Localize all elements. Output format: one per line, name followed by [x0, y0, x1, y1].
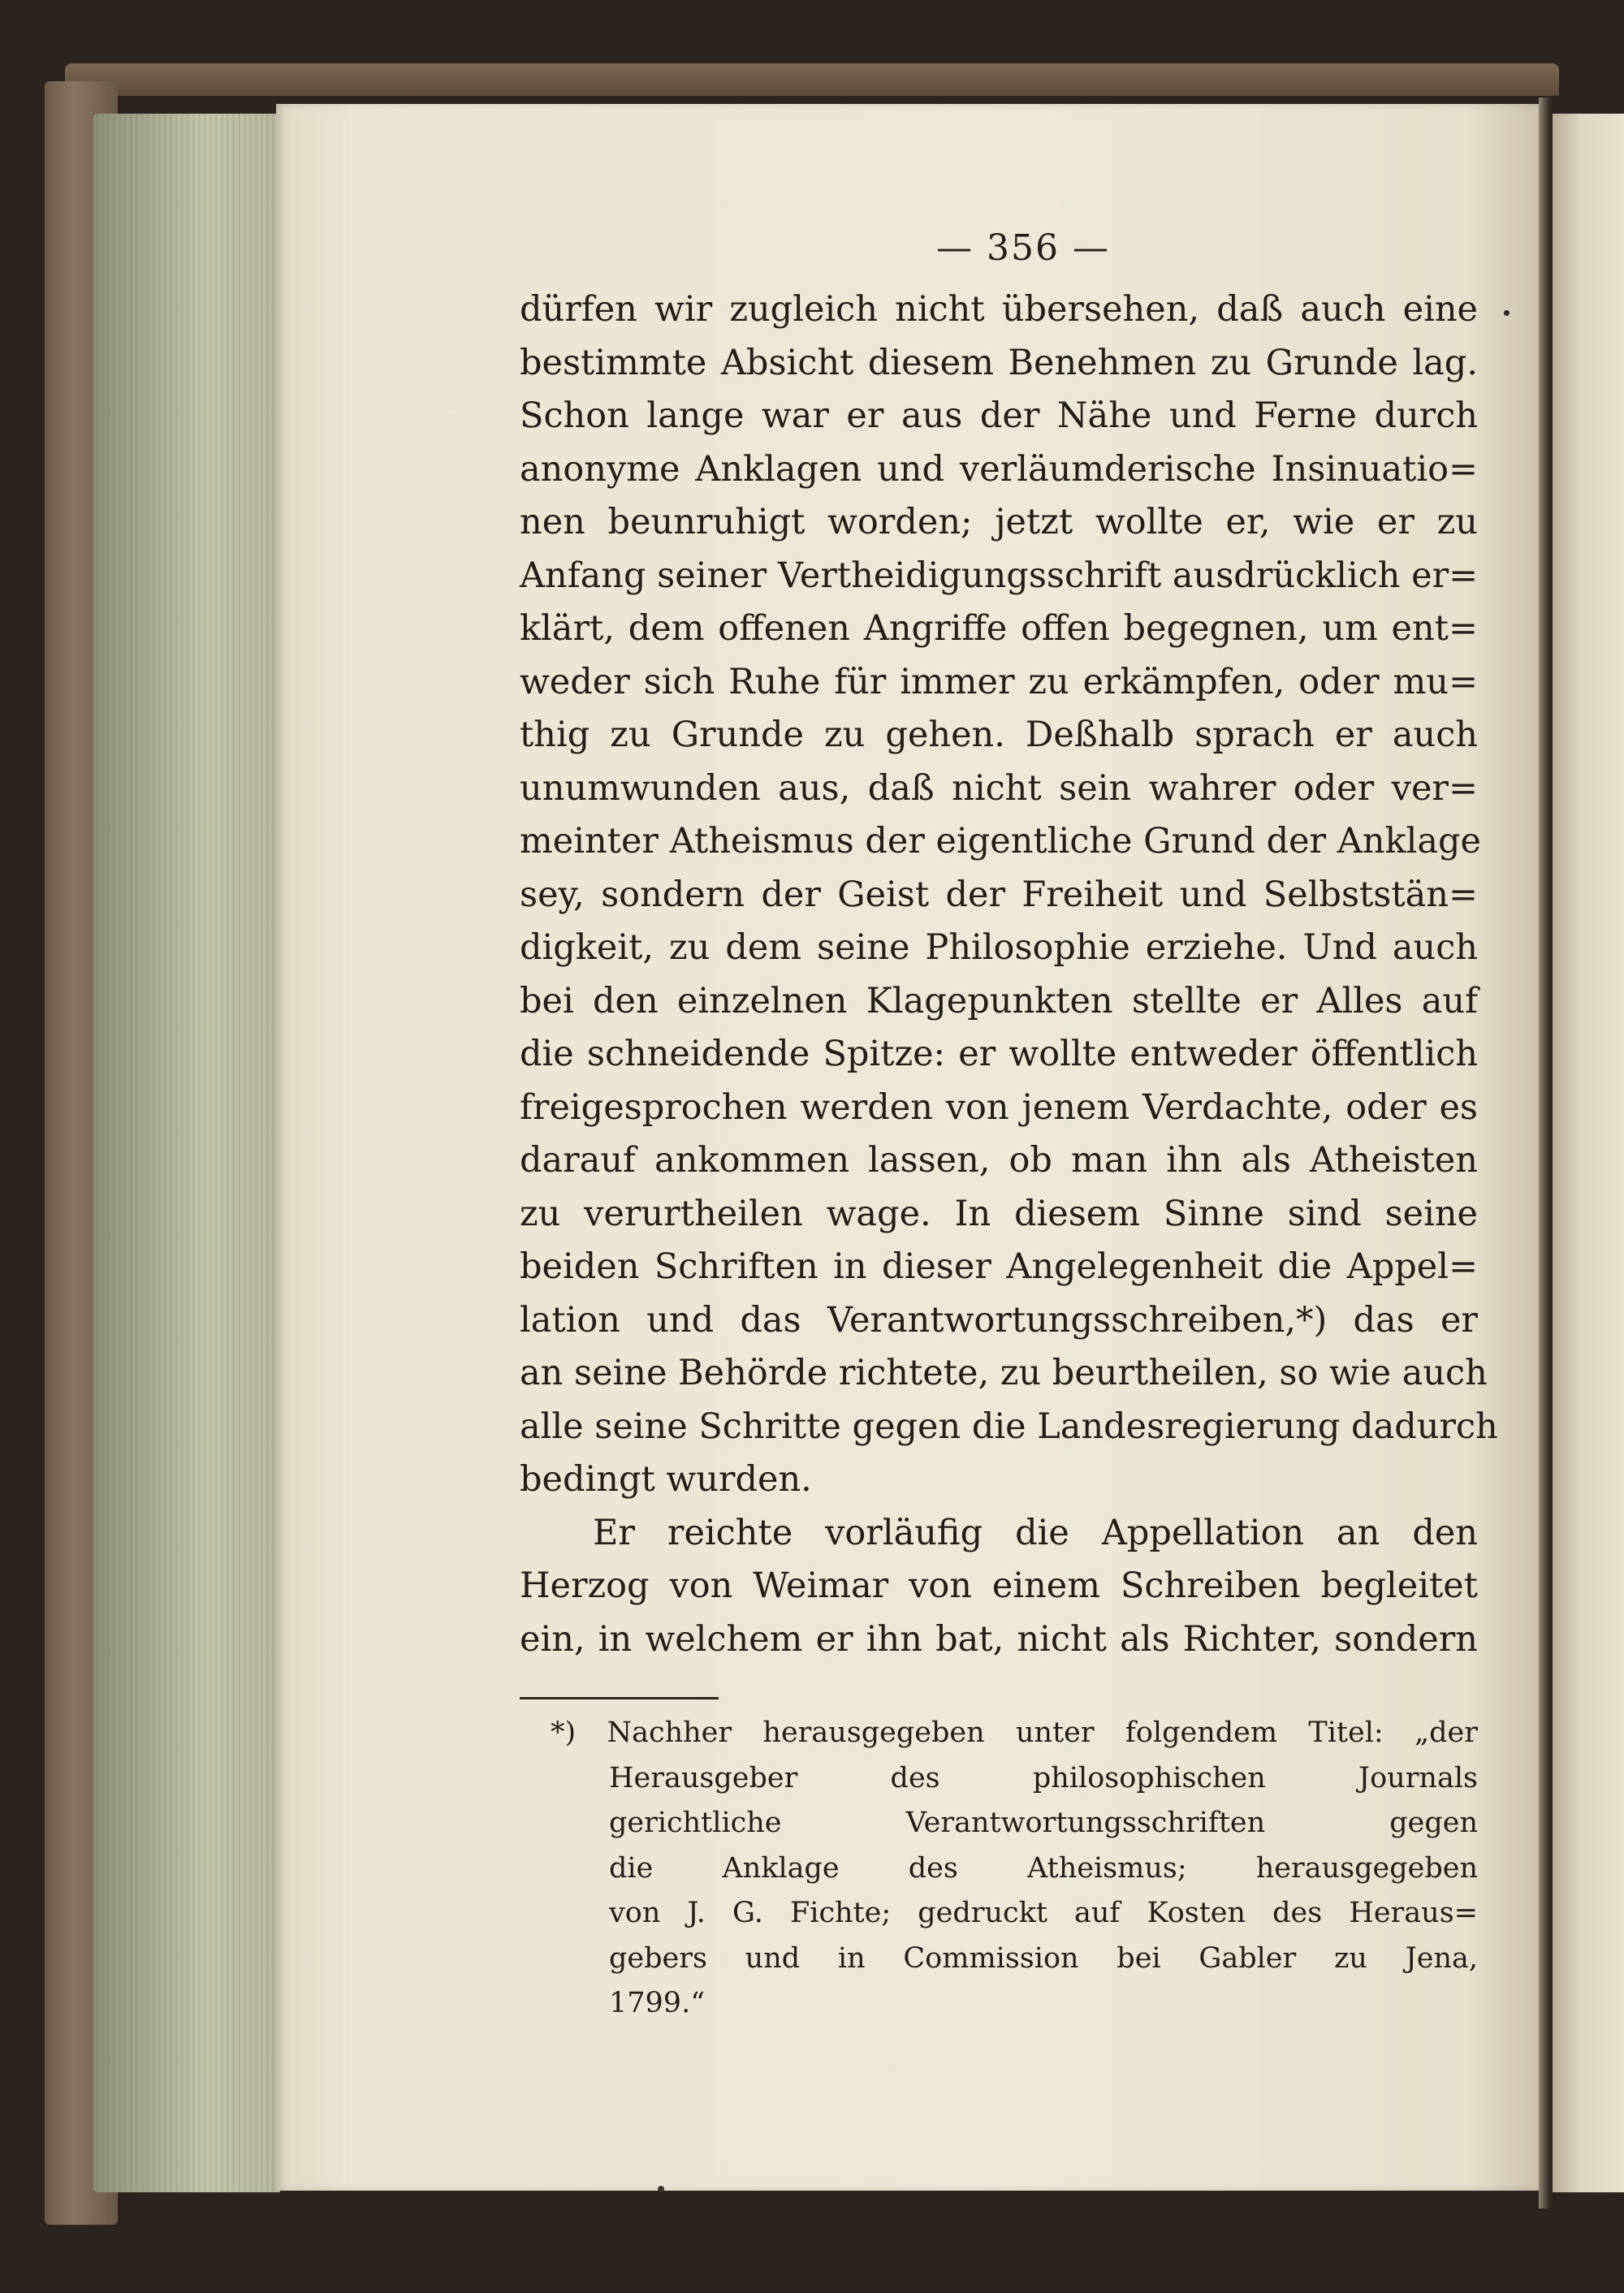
footnote-line: von J. G. Fichte; gedruckt auf Kosten des Heraus= [609, 1897, 1478, 1929]
text-line: Schon lange war er aus der Nähe und Ferne durch [520, 395, 1478, 436]
text-line: darauf ankommen lassen, ob man ihn als Atheisten [520, 1140, 1478, 1181]
paragraph-2 [520, 1507, 1478, 1667]
footnote-rule [520, 1697, 719, 1699]
footnote [520, 1711, 1478, 2027]
footnote-line: die Anklage des Atheismus; herausgegeben [609, 1851, 1478, 1885]
page-stack-shade [93, 114, 280, 2192]
text-line: bei den einzelnen Klagepunkten stellte er Alles auf [520, 980, 1478, 1021]
text-line: ein, in welchem er ihn bat, nicht als Richter, sondern [520, 1618, 1478, 1660]
page-number: — 356 — [936, 227, 1110, 269]
text-line: alle seine Schritte gegen die Landesregierung dadurch [520, 1406, 1498, 1447]
text-line: weder sich Ruhe für immer zu erkämpfen, oder mu= [520, 661, 1478, 702]
text-line: meinter Atheismus der eigentliche Grund der Anklage [520, 821, 1481, 861]
text-line: bestimmte Absicht diesem Benehmen zu Grunde lag. [520, 342, 1478, 383]
text-line: zu verurtheilen wage. In diesem Sinne sind seine [520, 1193, 1478, 1234]
text-line: sey, sondern der Geist der Freiheit und Selbststän= [520, 874, 1478, 915]
footnote-line: 1799.“ [609, 1987, 706, 2019]
text-line: Herzog von Weimar von einem Schreiben begleitet [520, 1565, 1478, 1606]
text-line: Er reichte vorläufig die Appellation an den [593, 1512, 1478, 1553]
text-line: die schneidende Spitze: er wollte entweder öffentlich [520, 1034, 1478, 1074]
text-line: unumwunden aus, daß nicht sein wahrer oder ver= [520, 767, 1478, 809]
text-line: beiden Schriften in dieser Angelegenheit die Appel= [520, 1246, 1478, 1287]
facing-page-edge [1553, 114, 1624, 2192]
text-line: Anfang seiner Vertheidigungsschrift ausdrücklich er= [520, 555, 1479, 596]
text-line: freigesprochen werden von jenem Verdachte, oder es [520, 1086, 1478, 1128]
book-cover-top-edge [65, 63, 1559, 96]
footnote-line: gebers und in Commission bei Gabler zu Jena, [609, 1941, 1478, 1975]
text-line: thig zu Grunde zu gehen. Deßhalb sprach er auch [520, 715, 1478, 755]
ink-speck-bottom [658, 2186, 664, 2192]
text-line: digkeit, zu dem seine Philosophie erziehe. Und auch [520, 927, 1478, 968]
footnote-line: gerichtliche Verantwortungsschriften gegen [609, 1807, 1478, 1839]
footnote-line: Herausgeber des philosophischen Journals [609, 1761, 1478, 1794]
page-text-block [520, 227, 1498, 2027]
text-line: lation und das Verantwortungsschreiben,*) das er [520, 1299, 1478, 1341]
text-line: klärt, dem offenen Angriffe offen begegnen, um ent= [520, 608, 1478, 649]
ink-speck [1504, 310, 1510, 316]
footnote-line: *) Nachher herausgegeben unter folgendem Titel: „der [551, 1717, 1478, 1749]
text-line: bedingt wurden. [520, 1459, 812, 1500]
text-line: dürfen wir zugleich nicht übersehen, daß auch eine [520, 289, 1478, 330]
text-line: nen beunruhigt worden; jetzt wollte er, wie er zu [520, 502, 1478, 542]
text-line: anonyme Anklagen und verläumderische Insinuatio= [520, 448, 1478, 490]
text-line: an seine Behörde richtete, zu beurtheilen, so wie auch [520, 1353, 1488, 1393]
paragraph-1 [520, 283, 1498, 1507]
